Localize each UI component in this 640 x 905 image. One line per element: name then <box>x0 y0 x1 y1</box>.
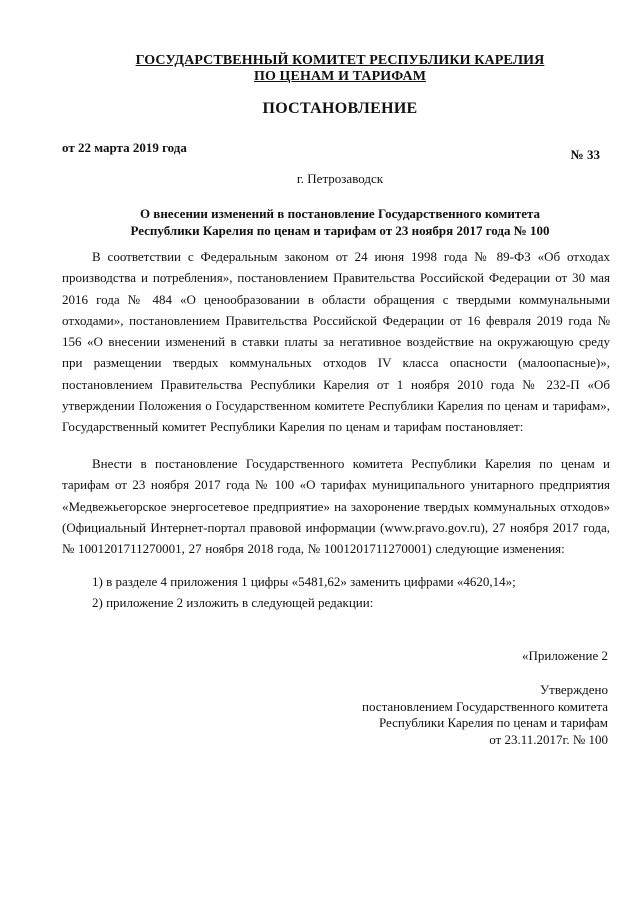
approved-by-line2: Республики Карелия по ценам и тарифам <box>378 715 608 730</box>
document-subject <box>60 205 620 239</box>
body-paragraph-1: В соответствии с Федеральным законом от 24 июня 1998 года № 89-ФЗ «Об отходах производства и потребления», постановлением Правительства Российской Федерации от 30 мая 2016 года № 484 «О ценообразовании в области обращения с твердыми коммунальными отходами», постановлением Правительства Российской Федерации от 16 февраля 2019 года № 156 «О внесении изменений в ставки платы за негативное воздействие на окружающую среду при размещении твердых коммунальных отходов IV класса опасности (малоопасные)», постановлением Правительства Республики Карелия от 1 ноября 2010 года № 232-П «Об утверждении Положения о Государственном комитете Республики Карелия по ценам и тарифам», Государственный комитет Республики Карелия по ценам и тарифам постановляет: <box>62 249 610 435</box>
document-city: г. Петрозаводск <box>296 171 384 186</box>
approved-heading: Утверждено <box>539 682 608 697</box>
change-item-2: 2) приложение 2 изложить в следующей редакции: <box>92 595 374 610</box>
body-paragraph-2: Внести в постановление Государственного комитета Республики Карелия по ценам и тарифам от 23 ноября 2017 года № 100 «О тарифах муниципального унитарного предприятия «Медвежьегорское энергосетевое предприятие» на захоронение твердых коммунальных отходов» (Официальный Интернет-портал правовой информации (www.pravo.gov.ru), 27 ноября 2017 года, № 1001201711270001, 27 ноября 2018 года, № 1001201711270001) следующие изменения: <box>62 456 610 557</box>
approved-date: от 23.11.2017г. № 100 <box>489 731 608 747</box>
document-type: ПОСТАНОВЛЕНИЕ <box>262 100 418 117</box>
document-date: от 22 марта 2019 года <box>62 140 187 155</box>
org-name-line1: ГОСУДАРСТВЕННЫЙ КОМИТЕТ РЕСПУБЛИКИ КАРЕЛИЯ <box>135 53 545 68</box>
subject-line1: О внесении изменений в постановление Государственного комитета <box>139 206 541 221</box>
approval-block <box>288 682 608 748</box>
document-number: № 33 <box>570 147 600 162</box>
approved-by-line1: постановлением Государственного комитета <box>362 698 608 714</box>
appendix-label: «Приложение 2 <box>521 648 608 663</box>
change-item-1: 1) в разделе 4 приложения 1 цифры «5481,62» заменить цифрами «4620,14»; <box>92 574 516 589</box>
subject-line2: Республики Карелия по ценам и тарифам от 23 ноября 2017 года № 100 <box>130 223 550 238</box>
org-name-line2: ПО ЦЕНАМ И ТАРИФАМ <box>253 69 427 84</box>
